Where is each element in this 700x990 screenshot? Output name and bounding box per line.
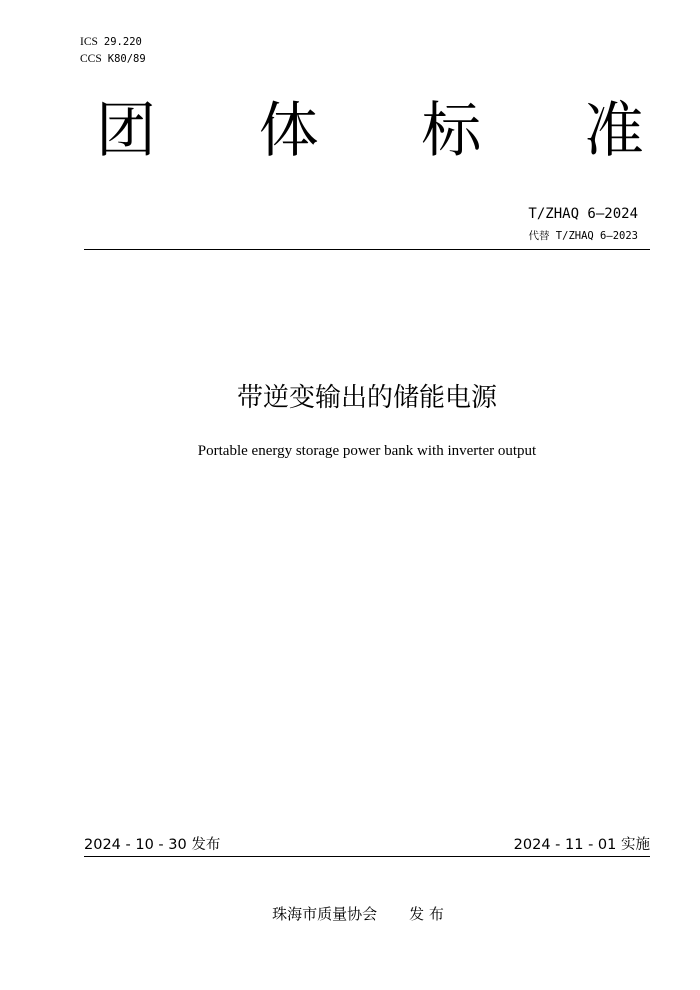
standard-type-char: 体 xyxy=(258,96,319,166)
standard-type-char: 标 xyxy=(421,96,482,166)
ics-code: 29.220 xyxy=(103,36,142,48)
issuer-action: 发 布 xyxy=(409,905,444,923)
publish-date: 2024 - 10 - 30 发布 xyxy=(84,837,221,853)
replaces-standard: 代替 T/ZHAQ 6—2023 xyxy=(528,230,638,242)
ccs-code: K80/89 xyxy=(107,53,146,65)
standard-number: T/ZHAQ 6—2024 xyxy=(528,206,638,222)
issuer-name: 珠海市质量协会 xyxy=(272,905,378,923)
implement-date: 2024 - 11 - 01 实施 xyxy=(513,837,650,853)
classification-codes xyxy=(80,34,146,68)
standard-type-title xyxy=(96,96,644,166)
issuer-line xyxy=(0,904,700,924)
ccs-label: CCS xyxy=(80,53,102,65)
standard-type-char: 准 xyxy=(583,96,644,166)
document-title-chinese: 带逆变输出的储能电源 xyxy=(236,383,497,413)
standard-type-char: 团 xyxy=(96,96,156,166)
ics-label: ICS xyxy=(80,36,98,48)
bottom-divider xyxy=(84,856,650,857)
top-divider xyxy=(84,249,650,250)
document-title-english: Portable energy storage power bank with inverter output xyxy=(197,443,537,459)
ics-line xyxy=(80,34,146,51)
ccs-line xyxy=(80,51,146,68)
